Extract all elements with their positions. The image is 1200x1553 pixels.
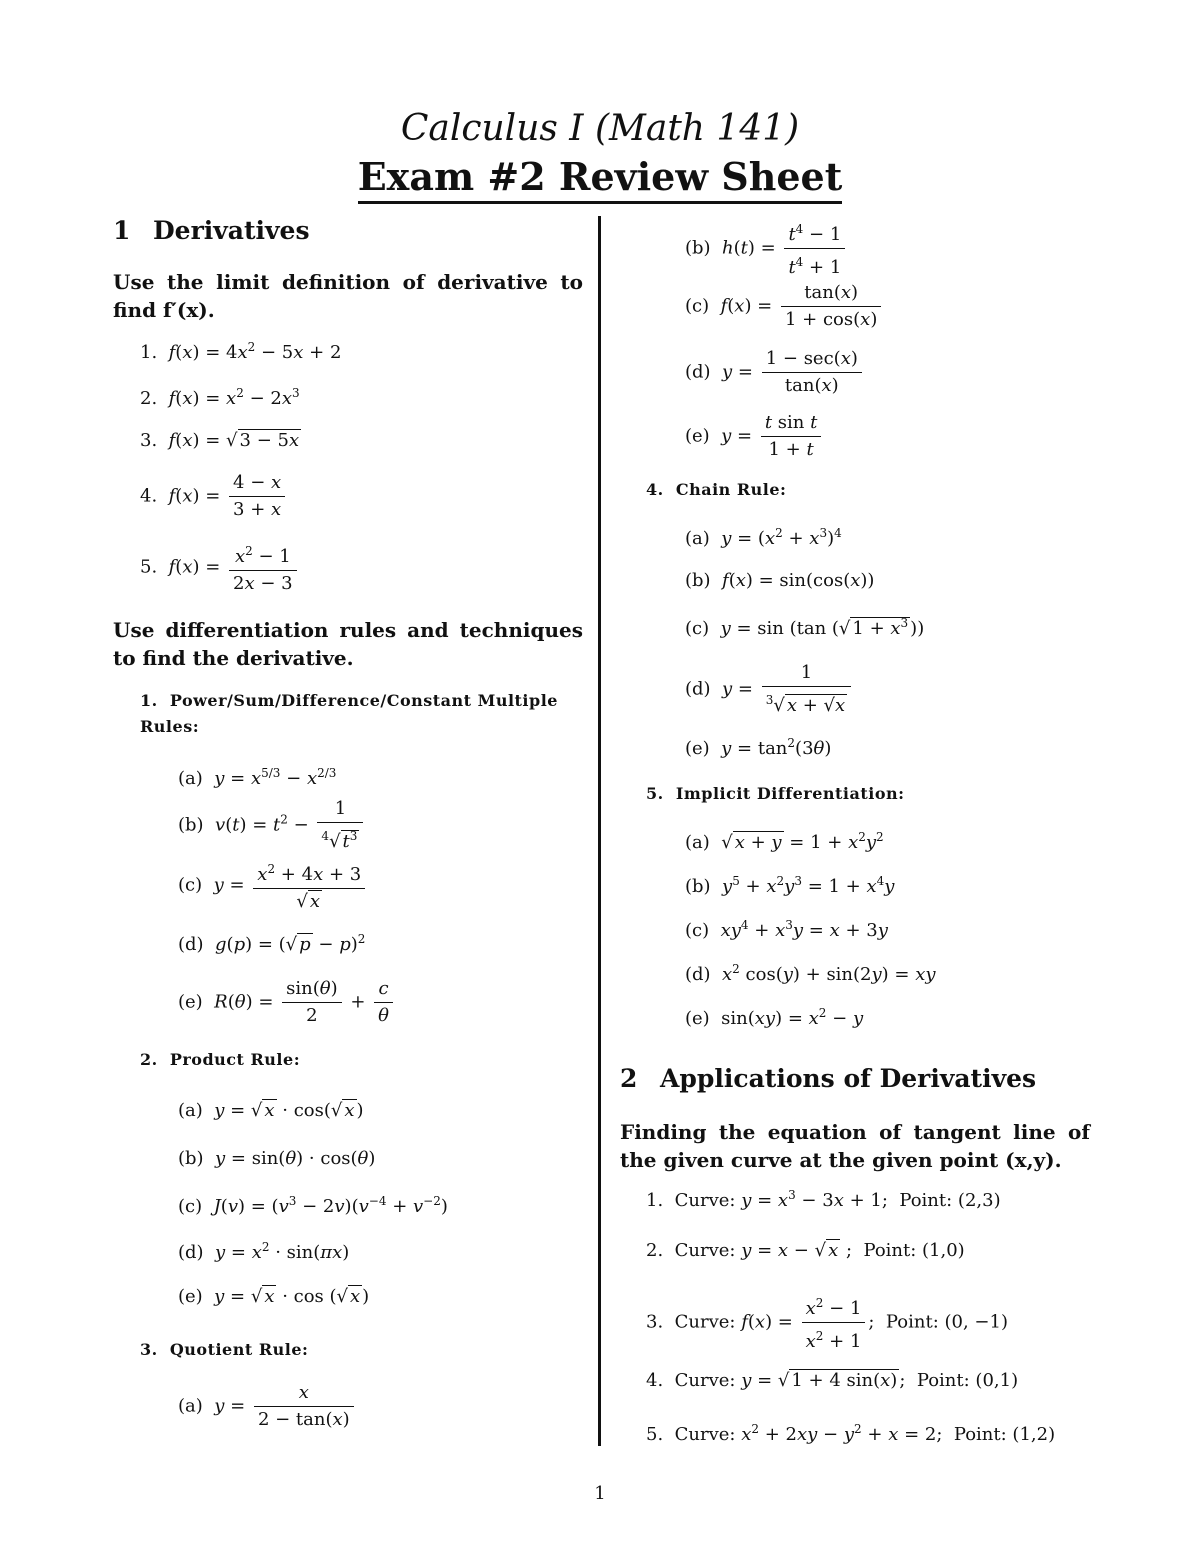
- list-item: (d) g(p) = (√ p − p)$^2$: [178, 932, 366, 955]
- section-1-heading: 1 Derivatives: [113, 216, 310, 245]
- list-item: (c) y = sin (tan (√ $1 + x^3$ )): [685, 616, 925, 639]
- course-title: Calculus I (Math 141): [400, 108, 800, 149]
- list-item: 4. f(x) = $\frac{4 - x}{3 + x}$: [140, 470, 288, 523]
- list-item: (c) $xy^4 + x^3y = x + 3y$: [685, 918, 888, 941]
- list-item: (a) √ $x + y = 1 + x^2y^2$: [685, 830, 884, 853]
- list-item: (b) y = sin(θ) · cos(θ): [178, 1148, 376, 1169]
- power-rules-heading: 1. Power/Sum/Difference/Constant Multiple Rules:: [140, 691, 558, 736]
- quotient-rule-heading: 3. Quotient Rule:: [140, 1340, 309, 1359]
- list-item: 1. Curve: $y = x^3 - 3x + 1$; Point: (2,3): [646, 1188, 1001, 1211]
- list-item: (b) $y^5 + x^2y^3 = 1 + x^4y$: [685, 874, 895, 897]
- list-item: 5. Curve: $x^2 + 2xy - y^2 + x = 2$; Point: (1,2): [646, 1422, 1056, 1445]
- list-item: (c) y = $\frac{x^2 + 4x + 3}{√ x}$: [178, 856, 368, 915]
- list-item: (a) y = √ x · cos(√ x ): [178, 1100, 364, 1121]
- page-number: 1: [594, 1483, 606, 1504]
- list-item: (e) R(θ) = $\frac{\sin(\theta)}{2}$ + $\frac{c}{\theta}$: [178, 976, 396, 1029]
- implicit-differentiation-heading: 5. Implicit Differentiation:: [646, 784, 905, 803]
- list-item: (d) $y = x^2 \cdot \sin(\pi x)$: [178, 1240, 350, 1263]
- list-item: (b) h(t) = $\frac{t^4 - 1}{t^4 + 1}$: [685, 216, 848, 281]
- list-item: (e) $y = \tan^2(3\theta)$: [685, 736, 832, 759]
- list-item: (e) $\sin(xy) = x^2 - y$: [685, 1006, 864, 1029]
- list-item: 1. $f(x) = 4x^2 - 5x + 2$: [140, 340, 342, 363]
- list-item: (c) $J(v) = (v^3 - 2v)(v^{-4} + v^{-2})$: [178, 1194, 448, 1217]
- list-item: (c) f(x) = $\frac{\tan(x)}{1 + \cos(x)}$: [685, 280, 884, 333]
- list-item: (b) $v(t) = t^2$ − $\frac{1}{^4√ t^3}$: [178, 796, 366, 855]
- column-divider: [598, 216, 601, 1446]
- list-item: 2. $f(x) = x^2 - 2x^3$: [140, 386, 300, 409]
- list-item: 4. Curve: y = √ 1 + 4 sin(x) ; Point: (0,1): [646, 1370, 1019, 1391]
- chain-rule-heading: 4. Chain Rule:: [646, 480, 787, 499]
- list-item: 3. Curve: f(x) = $\frac{x^2 - 1}{x^2 + 1}$ ; Point: (0, −1): [646, 1290, 1008, 1355]
- list-item: (a) $y = (x^2 + x^3)^4$: [685, 526, 842, 549]
- product-rule-heading: 2. Product Rule:: [140, 1050, 301, 1069]
- list-item: (e) y = √ x · cos (√ x ): [178, 1286, 370, 1307]
- list-item: (d) y = $\frac{1}{^3√ x + √x}$: [685, 660, 854, 719]
- list-item: (a) y = $\frac{x}{2 - \tan(x)}$: [178, 1380, 357, 1433]
- instruction-rules: Use differentiation rules and techniques to find the derivative.: [113, 618, 583, 670]
- list-item: (d) y = $\frac{1 - \sec(x)}{\tan(x)}$: [685, 346, 865, 399]
- list-item: (e) y = $\frac{\text{t sin t}}{1 + t}$: [685, 410, 824, 463]
- list-item: (b) f(x) = sin(cos(x)): [685, 570, 875, 591]
- instruction-tangent-line: Finding the equation of tangent line of the given curve at the given point (x,y).: [620, 1120, 1090, 1172]
- list-item: 5. f(x) = $\frac{x^2 - 1}{2x - 3}$: [140, 538, 300, 597]
- section-2-heading: 2 Applications of Derivatives: [620, 1064, 1037, 1093]
- instruction-limit-definition: Use the limit definition of derivative to find f′(x).: [113, 270, 583, 322]
- page-title: Exam #2 Review Sheet: [0, 154, 1200, 199]
- list-item: (a) $y = x^{5/3} - x^{2/3}$: [178, 766, 337, 789]
- list-item: (d) $x^2$ cos(y) + sin(2y) = xy: [685, 962, 936, 985]
- list-item: 3. f(x) = √ 3 − 5x: [140, 430, 300, 451]
- list-item: 2. Curve: y = x − √ x ; Point: (1,0): [646, 1240, 965, 1261]
